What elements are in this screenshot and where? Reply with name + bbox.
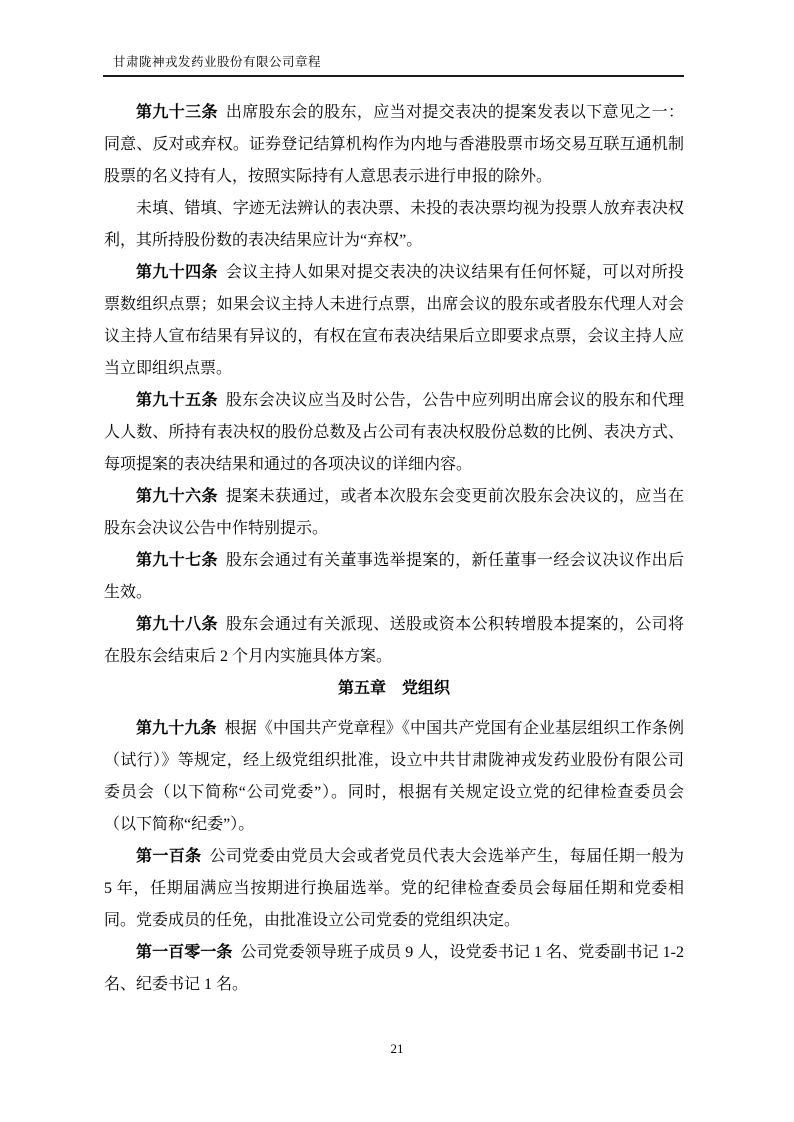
page-number: 21 xyxy=(390,1041,404,1056)
paragraph-article-95 xyxy=(104,385,684,481)
article-100-text: 公司党委由党员大会或者党员代表大会选举产生，每届任期一般为 5 年，任期届满应当按期进行换届选举。党的纪律检查委员会每届任期和党委相同。党委成员的任免，由批准设立公司党委的党组织决定。 xyxy=(104,848,684,929)
article-99-number: 第九十九条 xyxy=(136,720,217,737)
article-96-number: 第九十六条 xyxy=(136,488,218,505)
paragraph-article-93 xyxy=(104,97,684,193)
article-94-text: 会议主持人如果对提交表决的决议结果有任何怀疑，可以对所投票数组织点票；如果会议主持人未进行点票，出席会议的股东或者股东代理人对会议主持人宣布结果有异议的，有权在宣布表决结果后立即要求点票，会议主持人应当立即组织点票。 xyxy=(104,264,684,377)
article-93-text: 出席股东会的股东，应当对提交表决的提案发表以下意见之一：同意、反对或弃权。证券登记结算机构作为内地与香港股票市场交易互联互通机制股票的名义持有人，按照实际持有人意思表示进行申报的除外。 xyxy=(104,104,684,185)
article-97-text: 股东会通过有关董事选举提案的，新任董事一经会议决议作出后生效。 xyxy=(104,552,684,601)
article-96-text: 提案未获通过，或者本次股东会变更前次股东会决议的，应当在股东会决议公告中作特别提示。 xyxy=(104,488,684,537)
paragraph-article-99 xyxy=(104,713,684,841)
article-94-number: 第九十四条 xyxy=(136,264,218,281)
article-99-text: 根据《中国共产党章程》《中国共产党国有企业基层组织工作条例（试行）》等规定，经上级党组织批准，设立中共甘肃陇神戎发药业股份有限公司委员会（以下简称“公司党委”）。同时，根据有关规定设立党的纪律检查委员会（以下简称“纪委”）。 xyxy=(104,720,684,833)
paragraph-continuation xyxy=(104,193,684,257)
article-98-number: 第九十八条 xyxy=(136,616,218,633)
article-97-number: 第九十七条 xyxy=(136,552,218,569)
paragraph-article-96 xyxy=(104,481,684,545)
article-98-text: 股东会通过有关派现、送股或资本公积转增股本提案的，公司将在股东会结束后 2 个月内实施具体方案。 xyxy=(104,616,684,665)
running-header: 甘肃陇神戎发药业股份有限公司章程 xyxy=(103,54,684,77)
article-101-text: 公司党委领导班子成员 9 人，设党委书记 1 名、党委副书记 1-2 名、纪委书记 1 名。 xyxy=(104,944,684,993)
chapter-heading: 第五章 党组织 xyxy=(337,680,450,697)
article-95-number: 第九十五条 xyxy=(136,392,218,409)
paragraph-article-101 xyxy=(104,937,684,1001)
continuation-text: 未填、错填、字迹无法辨认的表决票、未投的表决票均视为投票人放弃表决权利，其所持股份数的表决结果应计为“弃权”。 xyxy=(104,200,684,249)
document-body xyxy=(104,97,684,1001)
paragraph-article-94 xyxy=(104,257,684,385)
paragraph-article-98 xyxy=(104,609,684,673)
article-95-text: 股东会决议应当及时公告，公告中应列明出席会议的股东和代理人人数、所持有表决权的股份总数及占公司有表决权股份总数的比例、表决方式、每项提案的表决结果和通过的各项决议的详细内容。 xyxy=(104,392,684,473)
article-93-number: 第九十三条 xyxy=(136,104,218,121)
article-101-number: 第一百零一条 xyxy=(136,944,233,961)
paragraph-article-100 xyxy=(104,841,684,937)
paragraph-article-97 xyxy=(104,545,684,609)
article-100-number: 第一百条 xyxy=(136,848,202,865)
